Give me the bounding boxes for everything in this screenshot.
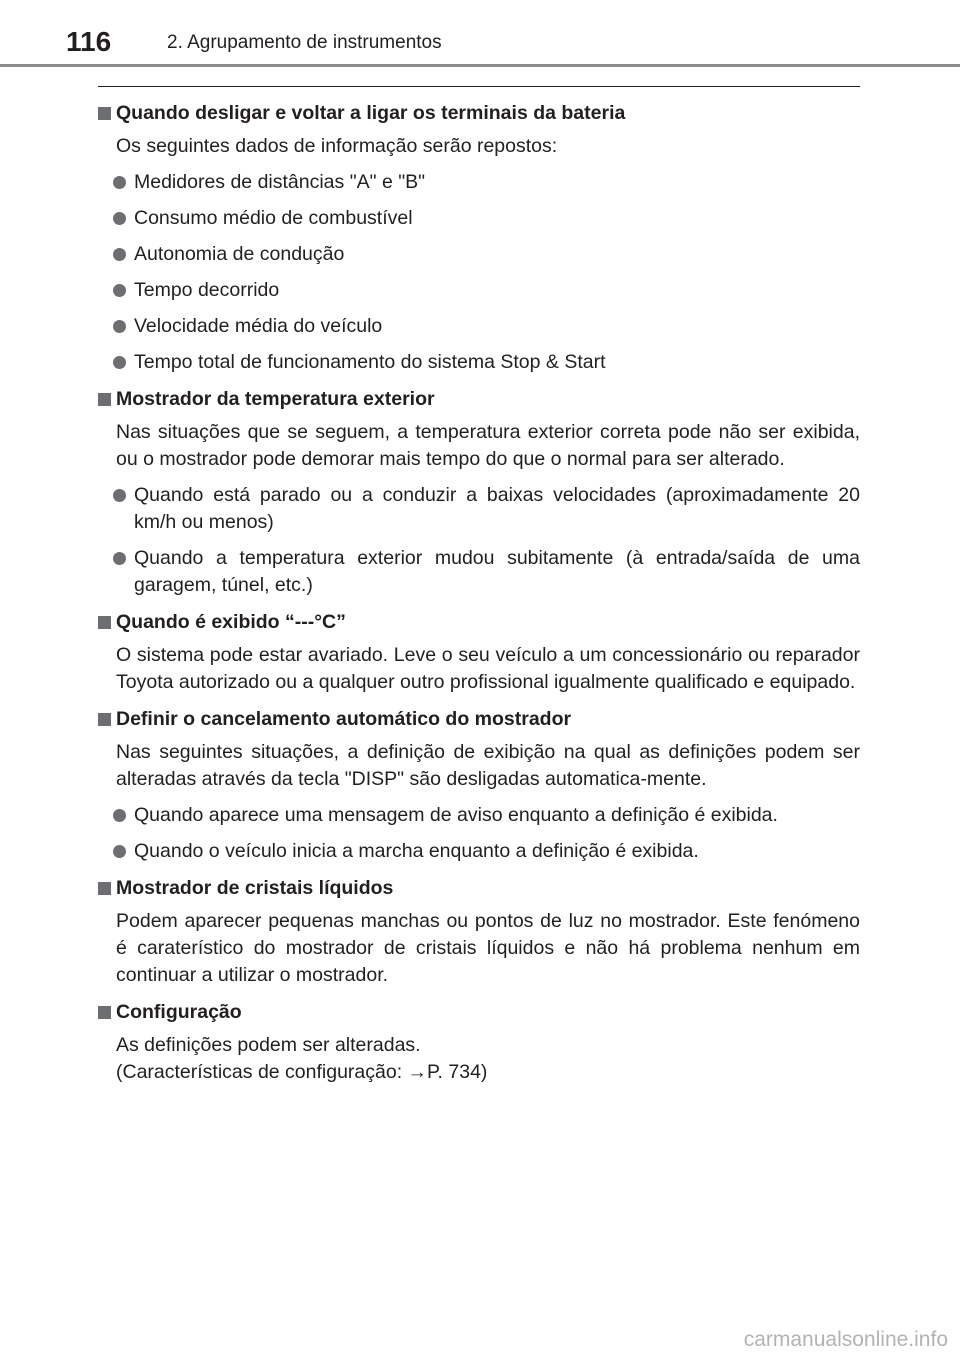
section [98,386,860,599]
round-bullet-icon [113,284,126,297]
section-paragraph: (Características de configuração: →P. 734) [116,1061,488,1083]
header-divider [0,64,960,67]
list-item [98,205,860,232]
section [98,706,860,865]
list-item [98,545,860,599]
list-item [98,241,860,268]
section-paragraph: Nas seguintes situações, a definição de exibição na qual as definições podem ser alteradas através da tecla "DISP" são desligadas automatica-mente. [116,741,860,790]
list-item-text: Tempo decorrido [134,279,280,301]
list-item-text: Quando está parado ou a conduzir a baixas velocidades (aproximadamente 20 km/h ou menos) [134,484,860,533]
watermark: carmanualsonline.info [743,1328,948,1351]
square-bullet-icon [98,616,111,629]
section-paragraph: Os seguintes dados de informação serão repostos: [116,135,558,157]
section [98,999,860,1086]
round-bullet-icon [113,489,126,502]
list-item-text: Quando aparece uma mensagem de aviso enquanto a definição é exibida. [134,804,778,826]
list-item [98,802,860,829]
square-bullet-icon [98,393,111,406]
round-bullet-icon [113,845,126,858]
round-bullet-icon [113,176,126,189]
section [98,609,860,696]
section-heading [98,999,860,1026]
list-item [98,349,860,376]
section [98,100,860,376]
page-number: 116 [66,26,112,57]
section-heading [98,609,860,636]
section-heading-text: Quando desligar e voltar a ligar os terminais da bateria [116,102,626,124]
list-item-text: Consumo médio de combustível [134,207,413,229]
square-bullet-icon [98,713,111,726]
list-item-text: Medidores de distâncias "A" e "B" [134,171,426,193]
section-paragraph: Podem aparecer pequenas manchas ou pontos de luz no mostrador. Este fenómeno é caraterístico do mostrador de cristais líquidos e não há problema nenhum em continuar a utilizar o mostrador. [116,910,860,986]
round-bullet-icon [113,356,126,369]
section-heading-text: Quando é exibido “---°C” [116,611,346,633]
list-item-text: Velocidade média do veículo [134,315,383,337]
content-top-divider [98,86,860,87]
section-heading-text: Mostrador da temperatura exterior [116,388,435,410]
section-heading-text: Configuração [116,1001,242,1023]
round-bullet-icon [113,552,126,565]
section-heading [98,386,860,413]
page-content [98,100,860,1096]
section-paragraph: O sistema pode estar avariado. Leve o seu veículo a um concessionário ou reparador Toyota autorizado ou a qualquer outro profissional igualmente qualificado e equipado. [116,644,860,693]
list-item-text: Autonomia de condução [134,243,345,265]
square-bullet-icon [98,107,111,120]
section-paragraph: As definições podem ser alteradas. [116,1034,421,1056]
section-heading-text: Definir o cancelamento automático do mostrador [116,708,572,730]
list-item-text: Quando a temperatura exterior mudou subitamente (à entrada/saída de uma garagem, túnel, etc.) [134,547,860,596]
list-item-text: Tempo total de funcionamento do sistema Stop & Start [134,351,606,373]
list-item-text: Quando o veículo inicia a marcha enquanto a definição é exibida. [134,840,699,862]
section-heading [98,706,860,733]
round-bullet-icon [113,809,126,822]
section-paragraph: Nas situações que se seguem, a temperatura exterior correta pode não ser exibida, ou o mostrador pode demorar mais tempo do que o normal para ser alterado. [116,421,860,470]
square-bullet-icon [98,1006,111,1019]
page-header [0,0,960,70]
chapter-title: 2. Agrupamento de instrumentos [167,32,442,53]
list-item [98,277,860,304]
list-item [98,313,860,340]
section-heading-text: Mostrador de cristais líquidos [116,877,394,899]
section [98,875,860,989]
round-bullet-icon [113,248,126,261]
round-bullet-icon [113,320,126,333]
square-bullet-icon [98,882,111,895]
round-bullet-icon [113,212,126,225]
list-item [98,482,860,536]
list-item [98,838,860,865]
list-item [98,169,860,196]
section-heading [98,100,860,127]
section-heading [98,875,860,902]
